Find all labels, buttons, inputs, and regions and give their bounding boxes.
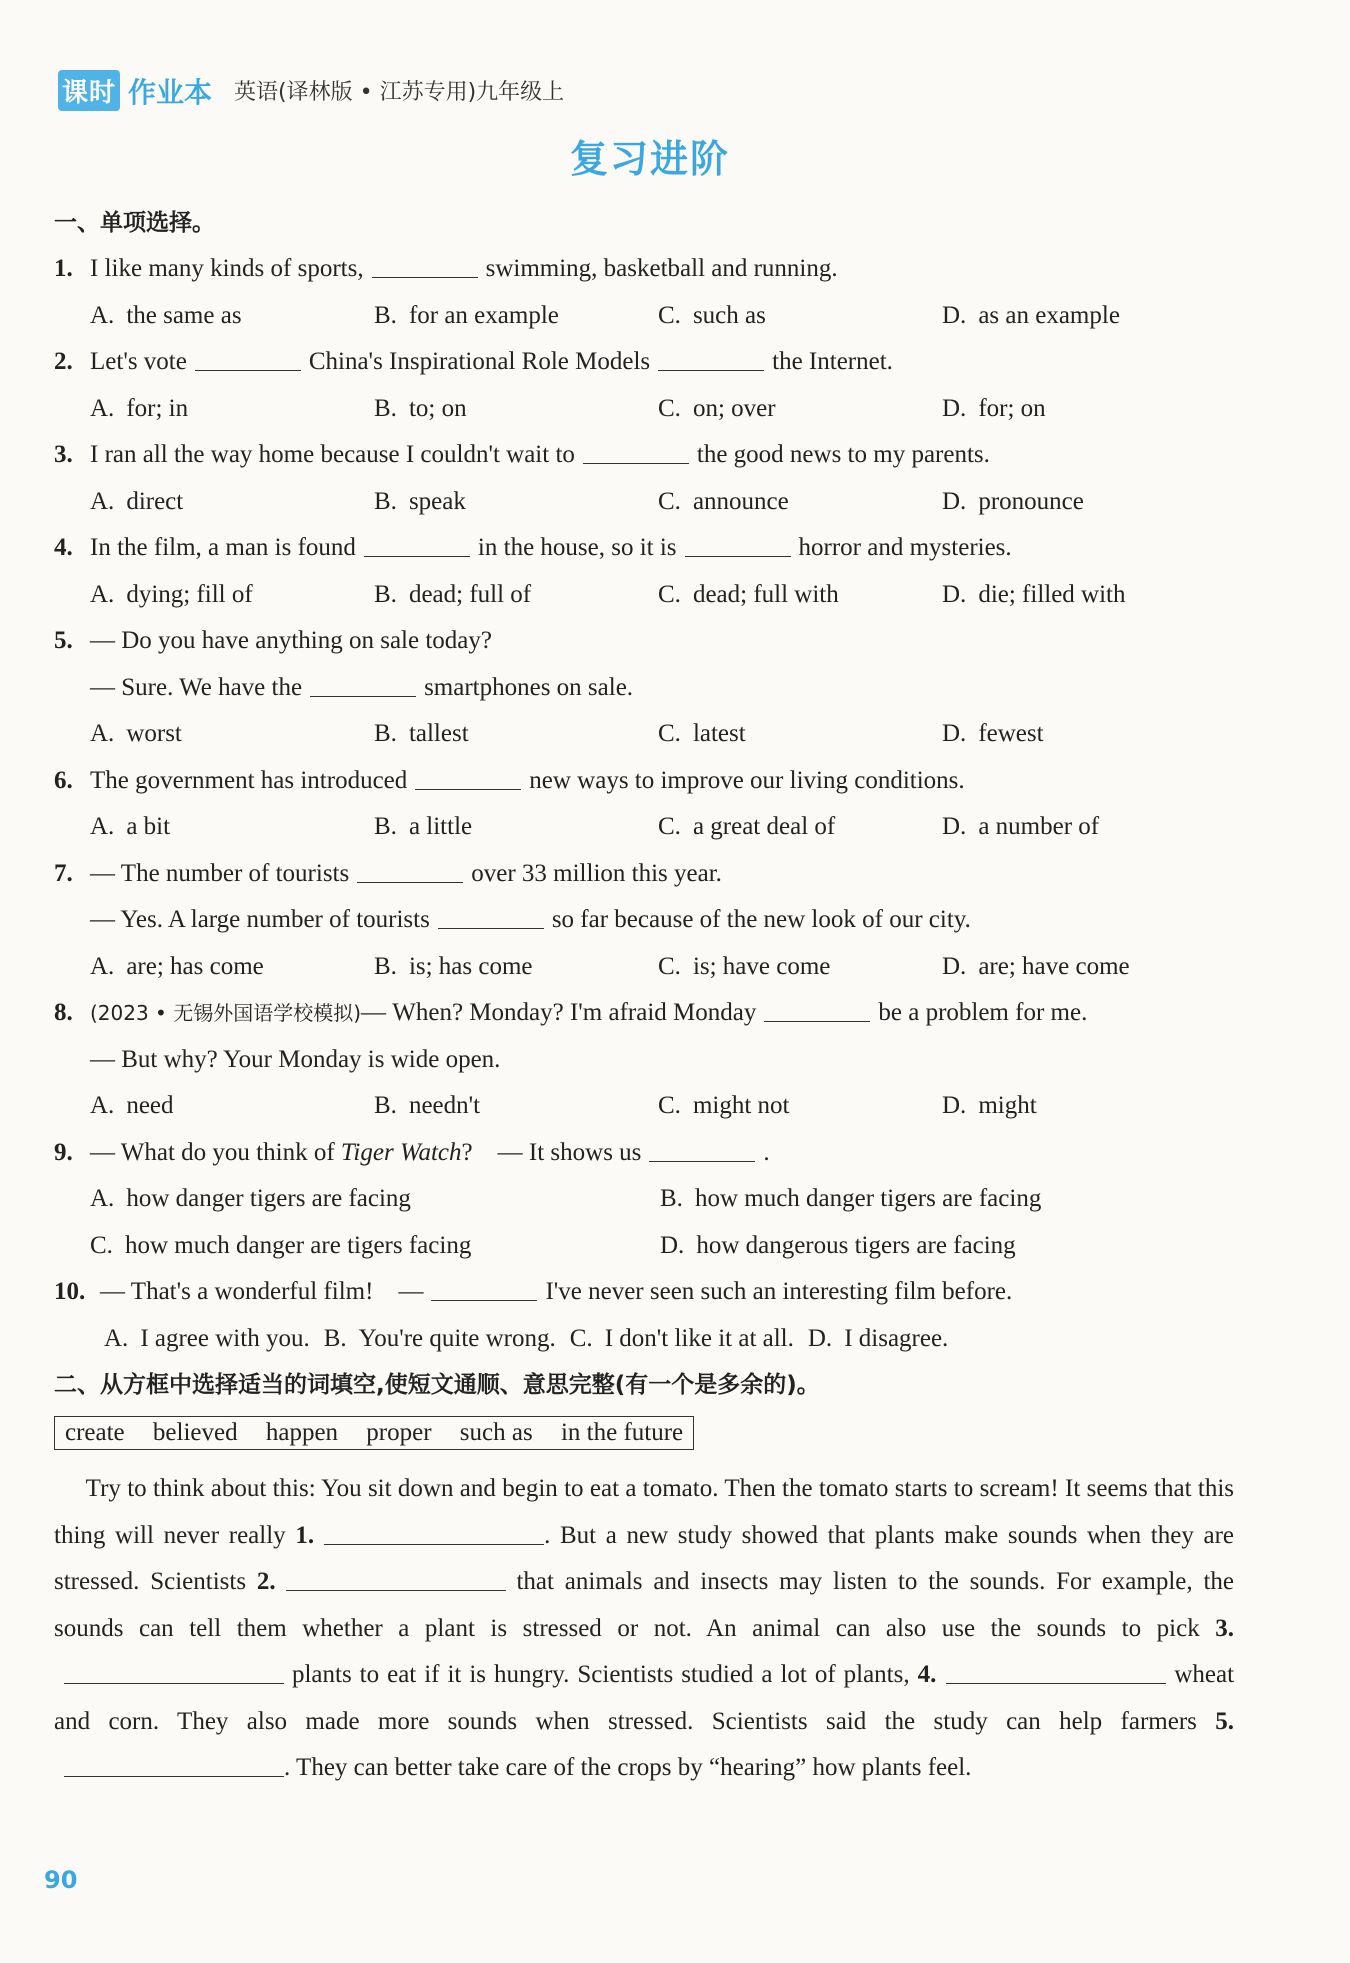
answer-blank[interactable] [357,858,463,883]
section-1-heading: 一、单项选择。 [54,210,215,236]
question-text: swimming, basketball and running. [485,255,838,282]
question-text: — Sure. We have the [90,673,303,701]
option-d[interactable]: D. how dangerous tigers are facing [660,1231,1016,1259]
option-d[interactable]: D. I disagree. [807,1324,949,1352]
question-2-options [54,386,1244,433]
question-text: new ways to improve our living conditions. [529,766,965,794]
word-option: believed [152,1419,238,1446]
question-text: China's Inspirational Role Models [308,348,651,375]
answer-blank[interactable] [438,904,544,929]
option-d[interactable]: D. as an example [942,301,1120,329]
question-5-stem [54,618,1244,665]
question-6-options [54,804,1244,851]
question-5-options [54,711,1244,758]
question-text: — Do you have anything on sale today? [90,627,492,654]
question-text: in the house, so it is [477,534,677,561]
option-c[interactable]: C. I don't like it at all. [569,1324,794,1352]
word-option: create [65,1419,125,1446]
option-b[interactable]: B. tallest [374,720,469,747]
blank-number: 2. [256,1568,276,1595]
question-6-stem [54,758,1244,805]
option-d[interactable]: D. might [942,1092,1037,1119]
question-1-options [54,293,1244,340]
option-d[interactable]: D. fewest [942,720,1044,747]
question-9-options-row-1 [54,1176,1244,1223]
option-c[interactable]: C. a great deal of [658,813,836,840]
option-a[interactable]: A. for; in [90,394,189,422]
question-number: 10. [54,1278,86,1305]
question-text: — But why? Your Monday is wide open. [90,1045,501,1073]
brand-logo-part-a: 课时 [58,70,120,111]
option-a[interactable]: A. are; has come [90,952,264,980]
question-text: — What do you think of [90,1138,335,1166]
question-7-options [54,944,1244,991]
question-3-options [54,479,1244,526]
question-text: ? [461,1138,473,1166]
brand-logo-part-b: 作业本 [128,75,213,109]
question-text: horror and mysteries. [798,534,1012,561]
question-text: In the film, a man is found [90,534,356,561]
question-number: 6. [54,766,73,794]
question-text: I like many kinds of sports, [90,255,364,282]
question-7-stem [54,851,1244,898]
passage [54,1466,1234,1792]
word-option: happen [265,1419,339,1446]
answer-blank[interactable] [372,253,478,278]
option-b[interactable]: B. how much danger tigers are facing [660,1185,1042,1212]
option-a[interactable]: A. dying; fill of [90,580,253,608]
option-d[interactable]: D. pronounce [942,487,1084,515]
question-text: I've never seen such an interesting film before. [545,1278,1013,1305]
question-text: Let's vote [90,348,187,375]
answer-blank[interactable] [364,532,470,557]
option-b[interactable]: B. dead; full of [374,580,532,608]
answer-blank[interactable] [415,765,521,790]
question-10-stem [54,1269,1244,1316]
option-b[interactable]: B. for an example [374,301,559,329]
passage-text: that animals and insects may listen to the sounds. For example, the sounds can tell them whether a plant is stressed or not. An animal can also use the sounds to pick [54,1568,1234,1642]
answer-blank[interactable] [658,346,764,371]
option-a[interactable]: A. I agree with you. [104,1324,310,1352]
question-number: 9. [54,1138,73,1166]
page-title: 复习进阶 [569,137,730,181]
passage-blank-2[interactable] [286,1566,506,1591]
question-10-options [54,1316,1244,1363]
option-c[interactable]: C. is; have come [658,952,831,980]
question-text: — [398,1278,424,1305]
option-d[interactable]: D. die; filled with [942,580,1126,608]
option-c[interactable]: C. such as [658,301,766,329]
question-4-options [54,572,1244,619]
question-text: the good news to my parents. [696,441,990,468]
question-text: . [763,1138,770,1166]
question-text: smartphones on sale. [424,673,634,701]
word-option: in the future [560,1419,684,1446]
question-text: — It shows us [497,1138,642,1166]
question-number: 3. [54,441,73,468]
question-8-options [54,1083,1244,1130]
question-number: 4. [54,534,73,561]
question-text: I ran all the way home because I couldn't wait to [90,441,575,468]
question-9-options-row-2 [54,1223,1244,1270]
question-text: the Internet. [772,348,893,375]
answer-blank[interactable] [649,1137,755,1162]
option-a[interactable]: A. direct [90,487,184,515]
passage-text: wheat and corn. They also made more sounds when stressed. Scientists said the study can help farmers [54,1661,1235,1735]
passage-blank-4[interactable] [946,1659,1166,1684]
question-number: 2. [54,348,73,375]
option-b[interactable]: B. needn't [374,1092,481,1119]
answer-blank[interactable] [764,997,870,1022]
passage-text: . They can better take care of the crops by “hearing” how plants feel. [284,1754,972,1781]
passage-text: Try to think about this: You sit down and begin to eat a tomato. Then the tomato starts to scream! It seems that this thing will never really [54,1475,1234,1549]
question-text: over 33 million this year. [471,859,722,887]
option-d[interactable]: D. are; have come [942,952,1130,980]
option-c[interactable]: C. on; over [658,394,776,422]
question-9-stem [54,1130,1244,1177]
passage-text: . But a new study showed that plants make sounds when they are stressed. Scientists [54,1521,1235,1595]
header [58,70,564,111]
brand-logo [58,70,212,111]
page-number: 90 [44,1866,78,1894]
question-5-stem-line-2 [54,665,1244,712]
question-source: (2023 • 无锡外国语学校模拟) [90,1001,362,1025]
option-a[interactable]: A. how danger tigers are facing [90,1185,411,1212]
question-8-stem-line-2 [54,1037,1244,1084]
blank-number: 3. [1215,1614,1234,1642]
option-a[interactable]: A. need [90,1092,174,1119]
option-b[interactable]: B. to; on [374,394,467,422]
blank-number: 4. [917,1661,937,1688]
question-number: 7. [54,859,73,887]
option-c[interactable]: C. might not [658,1092,790,1119]
question-text: The government has introduced [90,766,408,794]
question-8-stem [54,990,1244,1037]
option-a[interactable]: A. a bit [90,813,171,840]
answer-blank[interactable] [685,532,791,557]
question-text: — Yes. A large number of tourists [90,906,430,933]
answer-blank[interactable] [583,439,689,464]
question-7-stem-line-2 [54,897,1244,944]
answer-blank[interactable] [431,1276,537,1301]
question-text: be a problem for me. [878,999,1088,1026]
section-2-heading: 二、从方框中选择适当的词填空,使短文通顺、意思完整(有一个是多余的)。 [54,1372,820,1398]
blank-number: 5. [1215,1707,1235,1735]
question-number: 8. [54,999,73,1026]
content [54,200,1244,1792]
question-2-stem [54,339,1244,386]
question-number: 5. [54,627,73,654]
option-c[interactable]: C. latest [658,720,746,747]
option-b[interactable]: B. speak [374,487,466,515]
word-box [54,1416,694,1450]
option-a[interactable]: A. worst [90,720,182,747]
question-1-stem [54,246,1244,293]
question-number: 1. [54,255,73,282]
option-d[interactable]: D. a number of [942,813,1100,840]
question-text: — When? Monday? I'm afraid Monday [361,999,757,1026]
passage-text: plants to eat if it is hungry. Scientists studied a lot of plants, [291,1661,910,1688]
answer-blank[interactable] [195,346,301,371]
passage-blank-5[interactable] [64,1752,284,1777]
option-b[interactable]: B. a little [374,813,473,840]
question-text: — The number of tourists [90,859,350,887]
option-c[interactable]: C. how much danger are tigers facing [90,1231,472,1259]
option-a[interactable]: A. the same as [90,301,242,329]
option-d[interactable]: D. for; on [942,394,1046,422]
answer-blank[interactable] [310,672,416,697]
word-option: such as [459,1419,533,1446]
book-title: Tiger Watch [340,1138,462,1166]
option-b[interactable]: B. You're quite wrong. [323,1324,556,1352]
option-c[interactable]: C. dead; full with [658,580,839,608]
option-c[interactable]: C. announce [658,487,789,515]
question-text: so far because of the new look of our city. [551,906,971,933]
subject-label: 英语(译林版 • 江苏专用)九年级上 [234,80,565,105]
question-4-stem [54,525,1244,572]
option-b[interactable]: B. is; has come [374,952,533,980]
word-option: proper [366,1419,432,1446]
question-text: — That's a wonderful film! [100,1278,374,1305]
passage-blank-3[interactable] [64,1659,284,1684]
blank-number: 1. [295,1521,315,1549]
question-3-stem [54,432,1244,479]
passage-blank-1[interactable] [324,1520,544,1545]
